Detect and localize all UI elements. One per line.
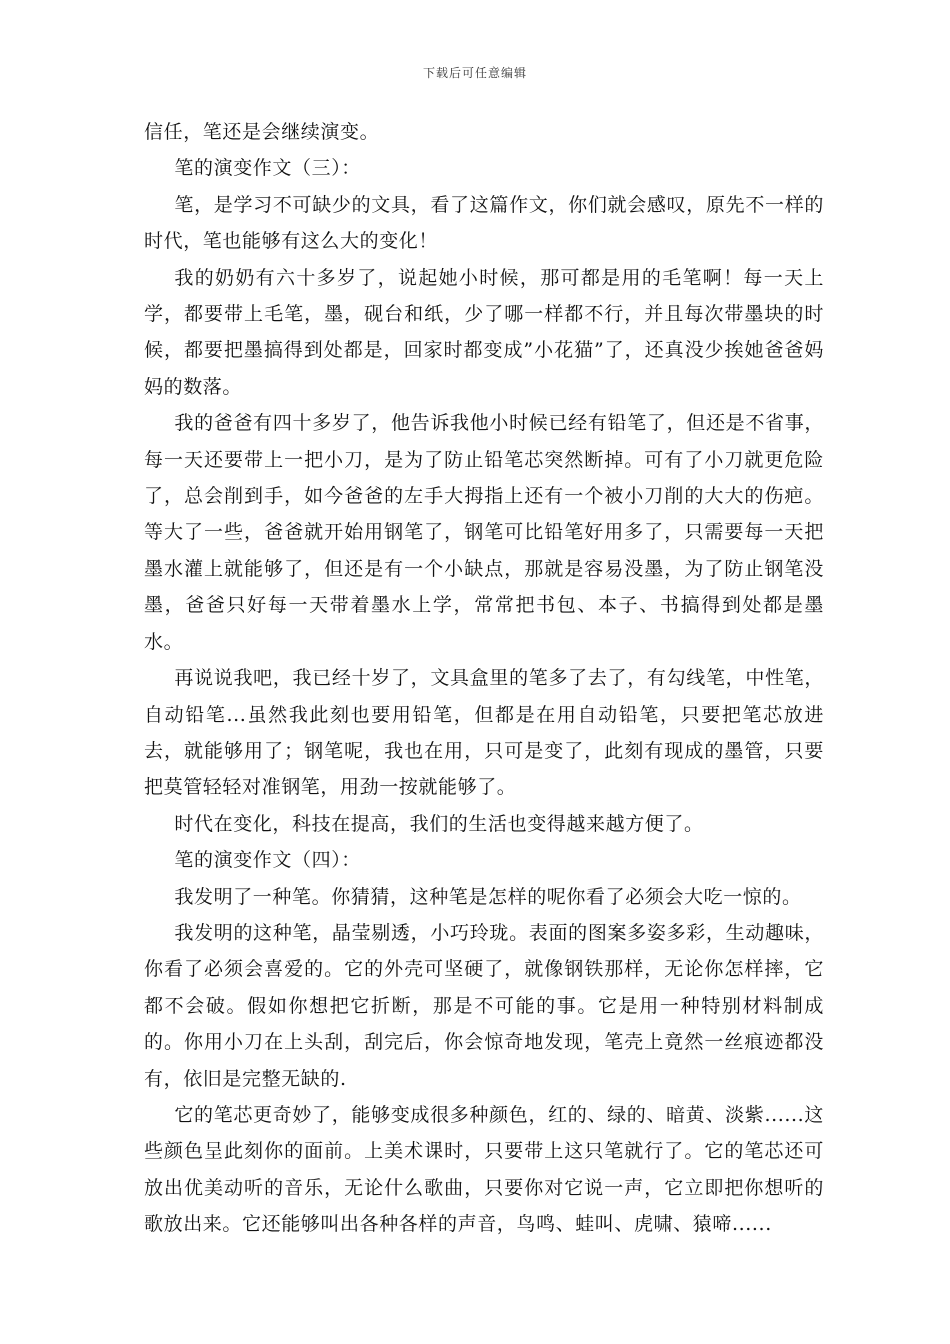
paragraph: 我发明了一种笔。你猜猜，这种笔是怎样的呢你看了必须会大吃一惊的。 <box>174 885 802 908</box>
section-heading: 笔的演变作文（三）： <box>174 157 361 180</box>
paragraph: 我的爸爸有四十多岁了，他告诉我他小时候已经有铅笔了，但还是不省事，每一天还要带上一把小刀，是为了防止铅笔芯突然断掉。可有了小刀就更危险了，总会削到手，如今爸爸的左手大拇指上还有一个被小刀削的大大的伤疤。等大了一些，爸爸就开始用钢笔了，钢笔可比铅笔好用多了，只需要每一天把墨水灌上就能够了，但还是有一个小缺点，那就是容易没墨，为了防止钢笔没墨，爸爸只好每一天带着墨水上学，常常把书包、本子、书搞得到处都是墨水。 <box>144 412 824 653</box>
page-header: 下载后可任意编辑 <box>422 66 527 80</box>
paragraph: 我的奶奶有六十多岁了，说起她小时候，那可都是用的毛笔啊！每一天上学，都要带上毛笔，墨，砚台和纸，少了哪一样都不行，并且每次带墨块的时候，都要把墨搞得到处都是，回家时都变成”小花猫”了，还真没少挨她爸爸妈妈的数落。 <box>144 266 824 398</box>
paragraph: 我发明的这种笔，晶莹剔透，小巧玲珑。表面的图案多姿多彩，生动趣味，你看了必须会喜爱的。它的外壳可坚硬了，就像钢铁那样，无论你怎样摔，它都不会破。假如你想把它折断，那是不可能的事。它是用一种特别材料制成的。你用小刀在上头刮，刮完后，你会惊奇地发现，笔壳上竟然一丝痕迹都没有，依旧是完整无缺的. <box>144 921 824 1090</box>
paragraph: 笔，是学习不可缺少的文具，看了这篇作文，你们就会感叹，原先不一样的时代，笔也能够有这么大的变化！ <box>144 193 824 253</box>
paragraph: 再说说我吧，我已经十岁了，文具盒里的笔多了去了，有勾线笔，中性笔，自动铅笔...虽然我此刻也要用铅笔，但都是在用自动铅笔，只要把笔芯放进去，就能够用了；钢笔呢，我也在用，只可是变了，此刻有现成的墨管，只要把莫管轻轻对准钢笔，用劲一按就能够了。 <box>144 667 824 799</box>
document-body <box>144 114 824 1243</box>
paragraph: 它的笔芯更奇妙了，能够变成很多种颜色，红的、绿的、暗黄、淡紫......这些颜色呈此刻你的面前。上美术课时，只要带上这只笔就行了。它的笔芯还可放出优美动听的音乐，无论什么歌曲，只要你对它说一声，它立即把你想听的歌放出来。它还能够叫出各种各样的声音，鸟鸣、蛙叫、虎啸、猿啼...... <box>144 1103 824 1236</box>
section-heading: 笔的演变作文（四）： <box>174 849 361 872</box>
paragraph: 时代在变化，科技在提高，我们的生活也变得越来越方便了。 <box>174 812 704 835</box>
paragraph: 信任，笔还是会继续演变。 <box>144 121 380 143</box>
